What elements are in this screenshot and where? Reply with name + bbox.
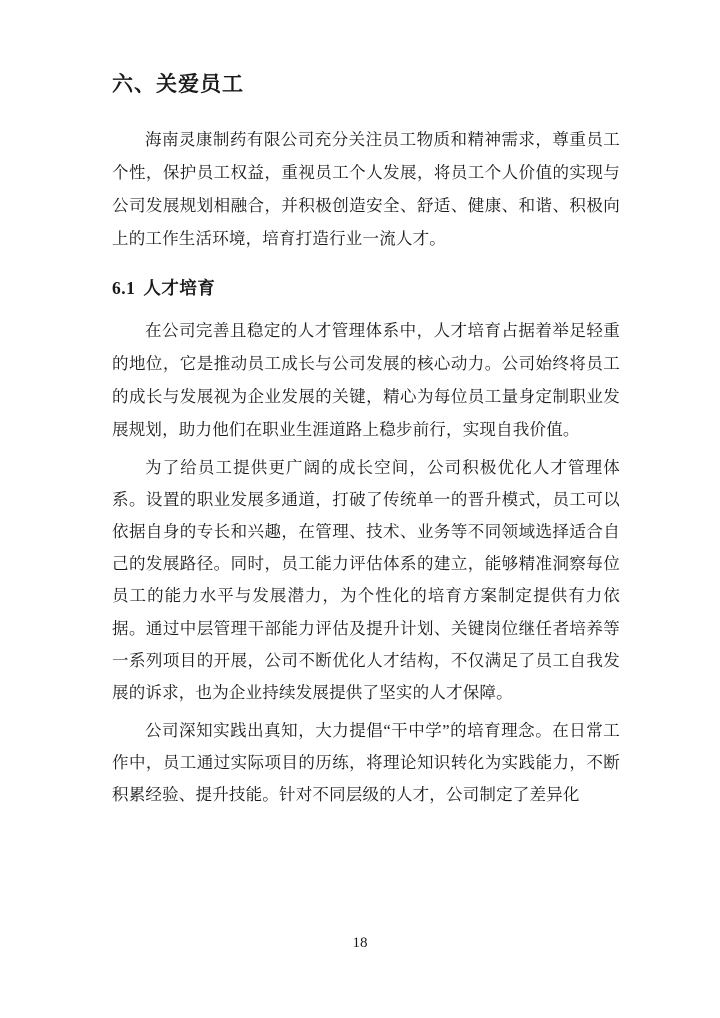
page-content [112, 70, 620, 818]
page-number: 18 [352, 935, 368, 951]
intro-paragraph: 海南灵康制药有限公司充分关注员工物质和精神需求，尊重员工个性，保护员工权益，重视员工个人发展，将员工个人价值的实现与公司发展规划相融合，并积极创造安全、舒适、健康、和谐、积极向上的工作生活环境，培育打造行业一流人才。 [112, 130, 620, 249]
body-paragraph-2: 为了给员工提供更广阔的成长空间，公司积极优化人才管理体系。设置的职业发展多通道，打破了传统单一的晋升模式，员工可以依据自身的专长和兴趣，在管理、技术、业务等不同领域选择适合自己的发展路径。同时，员工能力评估体系的建立，能够精准洞察每位员工的能力水平与发展潜力，为个性化的培育方案制定提供有力依据。通过中层管理干部能力评估及提升计划、关键岗位继任者培养等一系列项目的开展，公司不断优化人才结构，不仅满足了员工自我发展的诉求，也为企业持续发展提供了坚实的人才保障。 [112, 457, 620, 702]
subsection-number: 6.1 [112, 278, 136, 299]
subsection-heading [112, 275, 620, 301]
body-paragraph-1: 在公司完善且稳定的人才管理体系中，人才培育占据着举足轻重的地位，它是推动员工成长与公司发展的核心动力。公司始终将员工的成长与发展视为企业发展的关键，精心为每位员工量身定制职业发展规划，助力他们在职业生涯道路上稳步前行，实现自我价值。 [112, 320, 620, 439]
body-paragraph-3: 公司深知实践出真知，大力提倡“干中学”的培育理念。在日常工作中，员工通过实际项目的历练，将理论知识转化为实践能力，不断积累经验、提升技能。针对不同层级的人才，公司制定了差异化 [112, 721, 620, 805]
section-heading: 六、关爱员工 [112, 72, 244, 96]
subsection-title: 人才培育 [143, 278, 216, 299]
